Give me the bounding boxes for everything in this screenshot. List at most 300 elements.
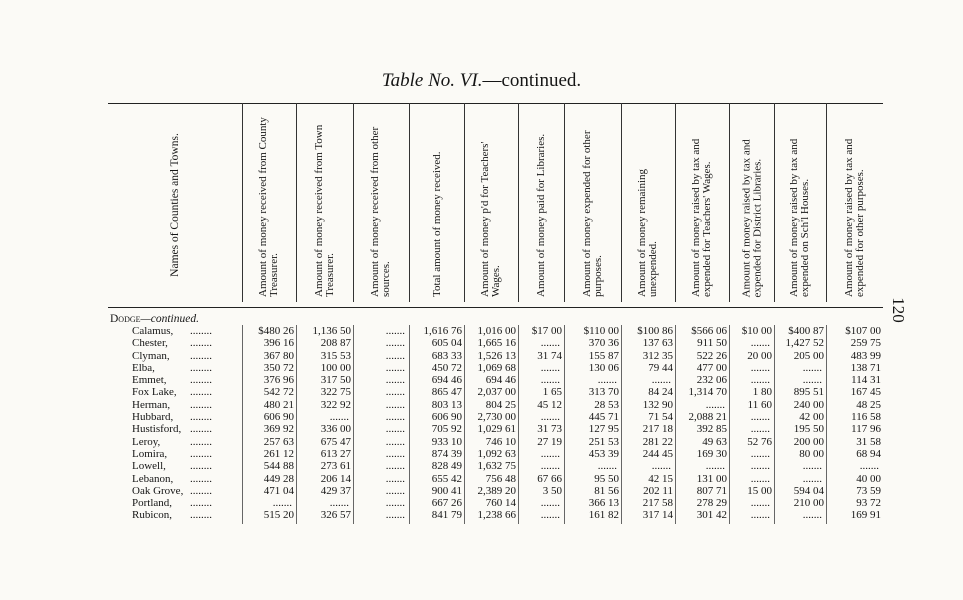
- cell-value: 80 00: [799, 447, 824, 460]
- column-divider: [518, 103, 519, 302]
- column-header-3: [353, 106, 409, 304]
- body-column-divider: [464, 325, 465, 524]
- column-header-text: Amount of money raised by tax and expended on Sch'l Houses.: [788, 138, 811, 297]
- column-header-0: [108, 106, 242, 304]
- town-name: Calamus,: [132, 325, 174, 337]
- cell-value: 933 10: [431, 435, 462, 448]
- cell-value: 67 66: [537, 472, 562, 485]
- cell-value: 138 71: [850, 361, 881, 374]
- page-number: 120: [889, 297, 908, 323]
- column-header-11: [774, 106, 826, 304]
- cell-value: 232 06: [696, 374, 727, 387]
- cell-value: .......: [272, 497, 292, 510]
- town-name: Lomira,: [132, 447, 168, 460]
- column-header-text: Amount of money p'd for Teachers' Wages.: [479, 141, 502, 297]
- cell-value: 1,616 76: [423, 325, 462, 337]
- cell-value: 1,069 68: [477, 361, 516, 374]
- cell-value: .......: [859, 460, 879, 473]
- cell-value: 900 41: [431, 484, 462, 497]
- town-name: Elba,: [132, 361, 155, 374]
- cell-value: .......: [750, 361, 770, 374]
- cell-value: .......: [651, 374, 671, 387]
- town-name: Lowell,: [132, 460, 166, 473]
- cell-value: 544 88: [263, 460, 294, 473]
- cell-value: .......: [385, 325, 405, 337]
- cell-value: 1,427 52: [785, 337, 824, 350]
- cell-value: 804 25: [485, 398, 516, 411]
- cell-value: 205 00: [793, 349, 824, 362]
- cell-value: $17 00: [531, 325, 562, 337]
- column-header-text: Amount of money raised by tax and expended for Teachers' Wages.: [690, 138, 713, 297]
- cell-value: 257 63: [263, 435, 294, 448]
- cell-value: 93 72: [856, 497, 881, 510]
- town-name: Emmet,: [132, 374, 167, 387]
- column-header-4: [409, 106, 464, 304]
- cell-value: .......: [540, 497, 560, 510]
- cell-value: 195 50: [793, 423, 824, 436]
- column-divider: [675, 103, 676, 302]
- cell-value: 116 58: [851, 411, 881, 424]
- cell-value: .......: [329, 411, 349, 424]
- cell-value: 756 48: [485, 472, 516, 485]
- column-header-text: Amount of money raised by tax and expended for other purposes.: [842, 138, 866, 297]
- cell-value: 322 75: [320, 386, 351, 399]
- cell-value: 45 12: [537, 398, 562, 411]
- cell-value: .......: [705, 398, 725, 411]
- cell-value: 522 26: [696, 349, 727, 362]
- cell-value: 217 58: [642, 497, 673, 510]
- body-column-divider: [826, 325, 827, 524]
- leader-dots: ........: [190, 386, 212, 399]
- cell-value: 828 49: [431, 460, 462, 473]
- cell-value: 127 95: [588, 423, 619, 436]
- cell-value: 515 20: [263, 509, 294, 522]
- cell-value: 453 39: [588, 447, 619, 460]
- table-row: [108, 411, 883, 423]
- body-column-divider: [242, 325, 243, 524]
- leader-dots: ........: [190, 325, 212, 337]
- leader-dots: ........: [190, 411, 212, 424]
- cell-value: 169 91: [850, 509, 881, 522]
- cell-value: $400 87: [788, 325, 824, 337]
- cell-value: 429 37: [320, 484, 351, 497]
- cell-value: 161 82: [588, 509, 619, 522]
- cell-value: 694 46: [485, 374, 516, 387]
- cell-value: 1,665 16: [477, 337, 516, 350]
- cell-value: $100 86: [637, 325, 673, 337]
- cell-value: 807 71: [696, 484, 727, 497]
- cell-value: .......: [802, 472, 822, 485]
- town-name: Herman,: [132, 398, 171, 411]
- cell-value: 336 00: [320, 423, 351, 436]
- table-row: [108, 374, 883, 386]
- cell-value: .......: [385, 411, 405, 424]
- cell-value: 210 00: [793, 497, 824, 510]
- cell-value: 315 53: [320, 349, 351, 362]
- cell-value: 694 46: [431, 374, 462, 387]
- body-column-divider: [296, 325, 297, 524]
- cell-value: .......: [385, 509, 405, 522]
- cell-value: 49 63: [702, 435, 727, 448]
- cell-value: 2,389 20: [477, 484, 516, 497]
- column-header-text: Amount of money received from County Treasurer.: [257, 117, 280, 297]
- column-header-9: [675, 106, 729, 304]
- table-title-rest: —continued.: [482, 70, 582, 91]
- column-divider: [409, 103, 410, 302]
- column-header-text: Amount of money expended for other purposes.: [580, 130, 604, 297]
- cell-value: 350 72: [263, 361, 294, 374]
- cell-value: .......: [750, 460, 770, 473]
- cell-value: 1 80: [752, 386, 772, 399]
- cell-value: .......: [750, 509, 770, 522]
- column-header-text: Total amount of money received.: [430, 151, 442, 297]
- cell-value: 312 35: [642, 349, 673, 362]
- cell-value: .......: [750, 337, 770, 350]
- table-row: [108, 509, 883, 521]
- leader-dots: ........: [190, 472, 212, 485]
- column-divider: [826, 103, 827, 302]
- body-column-divider: [518, 325, 519, 524]
- cell-value: .......: [385, 361, 405, 374]
- cell-value: 100 00: [320, 361, 351, 374]
- cell-value: 42 00: [799, 411, 824, 424]
- cell-value: 2,037 00: [477, 386, 516, 399]
- body-column-divider: [729, 325, 730, 524]
- cell-value: 73 59: [856, 484, 881, 497]
- leader-dots: ........: [190, 460, 212, 473]
- cell-value: 1,238 66: [477, 509, 516, 522]
- cell-value: 313 70: [588, 386, 619, 399]
- cell-value: 278 29: [696, 497, 727, 510]
- cell-value: 1,029 61: [477, 423, 516, 436]
- cell-value: 683 33: [431, 349, 462, 362]
- town-name: Rubicon,: [132, 509, 173, 522]
- cell-value: 911 50: [697, 337, 727, 350]
- cell-value: 95 50: [594, 472, 619, 485]
- cell-value: 169 30: [696, 447, 727, 460]
- cell-value: .......: [597, 374, 617, 387]
- table-title: [0, 70, 963, 92]
- column-header-text: Amount of money paid for Libraries.: [534, 133, 547, 297]
- cell-value: .......: [540, 509, 560, 522]
- town-name: Leroy,: [132, 435, 161, 448]
- cell-value: $110 00: [583, 325, 619, 337]
- column-header-6: [518, 106, 564, 304]
- cell-value: .......: [705, 460, 725, 473]
- column-header-10: [729, 106, 774, 304]
- cell-value: 606 90: [263, 411, 294, 424]
- town-name: Oak Grove,: [132, 484, 184, 497]
- table-row: [108, 436, 883, 448]
- cell-value: .......: [385, 484, 405, 497]
- cell-value: 445 71: [588, 411, 619, 424]
- cell-value: 450 72: [431, 361, 462, 374]
- cell-value: 27 19: [537, 435, 562, 448]
- column-header-text: Amount of money received from Town Treasurer.: [312, 124, 336, 297]
- cell-value: .......: [385, 337, 405, 350]
- cell-value: .......: [385, 398, 405, 411]
- cell-value: .......: [385, 374, 405, 387]
- cell-value: 477 00: [696, 361, 727, 374]
- cell-value: 471 04: [263, 484, 294, 497]
- cell-value: 746 10: [485, 435, 516, 448]
- cell-value: 31 58: [856, 435, 881, 448]
- cell-value: 31 74: [537, 349, 562, 362]
- header-rule: [108, 307, 883, 308]
- cell-value: 760 14: [485, 497, 516, 510]
- cell-value: 202 11: [643, 484, 673, 497]
- table-header: [108, 106, 883, 304]
- table-row: [108, 399, 883, 411]
- cell-value: 71 54: [648, 411, 673, 424]
- body-column-divider: [409, 325, 410, 524]
- leader-dots: ........: [190, 497, 212, 510]
- cell-value: .......: [750, 423, 770, 436]
- leader-dots: ........: [190, 423, 212, 436]
- body-column-divider: [621, 325, 622, 524]
- cell-value: 208 87: [320, 337, 351, 350]
- cell-value: 79 44: [648, 361, 673, 374]
- cell-value: 483 99: [850, 349, 881, 362]
- leader-dots: ........: [190, 349, 212, 362]
- cell-value: 449 28: [263, 472, 294, 485]
- column-divider: [353, 103, 354, 302]
- cell-value: 396 16: [263, 337, 294, 350]
- cell-value: 137 63: [642, 337, 673, 350]
- cell-value: .......: [540, 460, 560, 473]
- body-column-divider: [564, 325, 565, 524]
- cell-value: .......: [385, 497, 405, 510]
- cell-value: 261 12: [263, 447, 294, 460]
- table-row: [108, 362, 883, 374]
- cell-value: 281 22: [642, 435, 673, 448]
- cell-value: .......: [597, 460, 617, 473]
- cell-value: 367 80: [263, 349, 294, 362]
- table-body: [108, 325, 883, 522]
- leader-dots: ........: [190, 398, 212, 411]
- leader-dots: ........: [190, 435, 212, 448]
- cell-value: 15 00: [747, 484, 772, 497]
- cell-value: 369 92: [263, 423, 294, 436]
- cell-value: 705 92: [431, 423, 462, 436]
- cell-value: 1,092 63: [477, 447, 516, 460]
- cell-value: 48 25: [856, 398, 881, 411]
- cell-value: 31 73: [537, 423, 562, 436]
- cell-value: 841 79: [431, 509, 462, 522]
- cell-value: 117 96: [851, 423, 881, 436]
- cell-value: 1,016 00: [477, 325, 516, 337]
- cell-value: .......: [802, 460, 822, 473]
- cell-value: 301 42: [696, 509, 727, 522]
- cell-value: 895 51: [793, 386, 824, 399]
- table-row: [108, 497, 883, 509]
- cell-value: 667 26: [431, 497, 462, 510]
- cell-value: .......: [385, 435, 405, 448]
- column-divider: [464, 103, 465, 302]
- leader-dots: ........: [190, 484, 212, 497]
- cell-value: $480 26: [258, 325, 294, 337]
- cell-value: 155 87: [588, 349, 619, 362]
- cell-value: 1,136 50: [312, 325, 351, 337]
- table-row: [108, 423, 883, 435]
- cell-value: 366 13: [588, 497, 619, 510]
- cell-value: 167 45: [850, 386, 881, 399]
- town-name: Clyman,: [132, 349, 170, 362]
- table-row: [108, 337, 883, 349]
- cell-value: 251 53: [588, 435, 619, 448]
- body-column-divider: [774, 325, 775, 524]
- cell-value: 206 14: [320, 472, 351, 485]
- cell-value: 200 00: [793, 435, 824, 448]
- cell-value: $107 00: [845, 325, 881, 337]
- column-header-12: [826, 106, 883, 304]
- column-header-text: Names of Counties and Towns.: [168, 133, 181, 277]
- table-row: [108, 485, 883, 497]
- cell-value: .......: [385, 386, 405, 399]
- table-row: [108, 386, 883, 398]
- column-header-5: [464, 106, 518, 304]
- cell-value: 3 50: [542, 484, 562, 497]
- cell-value: 217 18: [642, 423, 673, 436]
- cell-value: .......: [750, 447, 770, 460]
- cell-value: .......: [540, 374, 560, 387]
- cell-value: 1,632 75: [477, 460, 516, 473]
- column-header-8: [621, 106, 675, 304]
- column-header-2: [296, 106, 353, 304]
- column-header-text: Amount of money remaining unexpended.: [636, 168, 659, 297]
- cell-value: 132 90: [642, 398, 673, 411]
- leader-dots: ........: [190, 447, 212, 460]
- cell-value: 114 31: [851, 374, 881, 387]
- leader-dots: ........: [190, 337, 212, 350]
- column-divider: [729, 103, 730, 302]
- cell-value: 68 94: [856, 447, 881, 460]
- cell-value: 803 13: [431, 398, 462, 411]
- column-header-text: Amount of money received from other sources.: [369, 126, 392, 297]
- column-divider: [564, 103, 565, 302]
- table-row: [108, 350, 883, 362]
- body-column-divider: [353, 325, 354, 524]
- cell-value: 322 92: [320, 398, 351, 411]
- cell-value: 2,088 21: [688, 411, 727, 424]
- county-heading: [110, 313, 199, 325]
- cell-value: 11 60: [747, 398, 772, 411]
- top-rule: [108, 103, 883, 104]
- cell-value: 1,526 13: [477, 349, 516, 362]
- cell-value: 52 76: [747, 435, 772, 448]
- cell-value: .......: [385, 472, 405, 485]
- county-name: Dodge: [110, 313, 141, 325]
- column-divider: [621, 103, 622, 302]
- leader-dots: ........: [190, 509, 212, 522]
- column-header-1: [242, 106, 296, 304]
- cell-value: 240 00: [793, 398, 824, 411]
- cell-value: 28 53: [594, 398, 619, 411]
- cell-value: 542 72: [263, 386, 294, 399]
- cell-value: 370 36: [588, 337, 619, 350]
- column-divider: [774, 103, 775, 302]
- cell-value: .......: [750, 374, 770, 387]
- town-name: Portland,: [132, 497, 173, 510]
- cell-value: .......: [802, 361, 822, 374]
- cell-value: 244 45: [642, 447, 673, 460]
- cell-value: .......: [385, 447, 405, 460]
- table-title-italic: Table No. VI.: [381, 70, 483, 91]
- cell-value: 874 39: [431, 447, 462, 460]
- cell-value: .......: [329, 497, 349, 510]
- cell-value: 42 15: [648, 472, 673, 485]
- cell-value: 594 04: [793, 484, 824, 497]
- leader-dots: ........: [190, 361, 212, 374]
- cell-value: 131 00: [696, 472, 727, 485]
- cell-value: 1,314 70: [688, 386, 727, 399]
- cell-value: 675 47: [320, 435, 351, 448]
- cell-value: .......: [750, 497, 770, 510]
- cell-value: 865 47: [431, 386, 462, 399]
- cell-value: $10 00: [741, 325, 772, 337]
- cell-value: 326 57: [320, 509, 351, 522]
- cell-value: .......: [540, 337, 560, 350]
- cell-value: 376 96: [263, 374, 294, 387]
- cell-value: .......: [802, 374, 822, 387]
- cell-value: 84 24: [648, 386, 673, 399]
- column-divider: [242, 103, 243, 302]
- town-name: Chester,: [132, 337, 168, 350]
- cell-value: $566 06: [691, 325, 727, 337]
- leader-dots: ........: [190, 374, 212, 387]
- body-column-divider: [675, 325, 676, 524]
- cell-value: 130 06: [588, 361, 619, 374]
- cell-value: .......: [750, 472, 770, 485]
- town-name: Hustisford,: [132, 423, 182, 436]
- cell-value: 655 42: [431, 472, 462, 485]
- cell-value: 392 85: [696, 423, 727, 436]
- cell-value: 606 90: [431, 411, 462, 424]
- town-name: Hubbard,: [132, 411, 174, 424]
- table-row: [108, 325, 883, 337]
- cell-value: 273 61: [320, 460, 351, 473]
- cell-value: 1 65: [542, 386, 562, 399]
- town-name: Fox Lake,: [132, 386, 177, 399]
- cell-value: 317 14: [642, 509, 673, 522]
- cell-value: 613 27: [320, 447, 351, 460]
- cell-value: 20 00: [747, 349, 772, 362]
- column-header-text: Amount of money raised by tax and expended for District Libraries.: [739, 138, 763, 297]
- cell-value: .......: [385, 423, 405, 436]
- cell-value: .......: [651, 460, 671, 473]
- cell-value: 317 50: [320, 374, 351, 387]
- cell-value: .......: [385, 349, 405, 362]
- cell-value: 605 04: [431, 337, 462, 350]
- cell-value: 259 75: [850, 337, 881, 350]
- cell-value: 81 56: [594, 484, 619, 497]
- town-name: Lebanon,: [132, 472, 174, 485]
- table-row: [108, 473, 883, 485]
- column-divider: [296, 103, 297, 302]
- column-header-7: [564, 106, 621, 304]
- county-suffix: —continued.: [140, 313, 199, 325]
- cell-value: .......: [540, 361, 560, 374]
- cell-value: .......: [802, 509, 822, 522]
- cell-value: .......: [540, 447, 560, 460]
- table-row: [108, 460, 883, 472]
- cell-value: 40 00: [856, 472, 881, 485]
- cell-value: .......: [750, 411, 770, 424]
- cell-value: .......: [540, 411, 560, 424]
- cell-value: 480 21: [263, 398, 294, 411]
- cell-value: .......: [385, 460, 405, 473]
- table-row: [108, 448, 883, 460]
